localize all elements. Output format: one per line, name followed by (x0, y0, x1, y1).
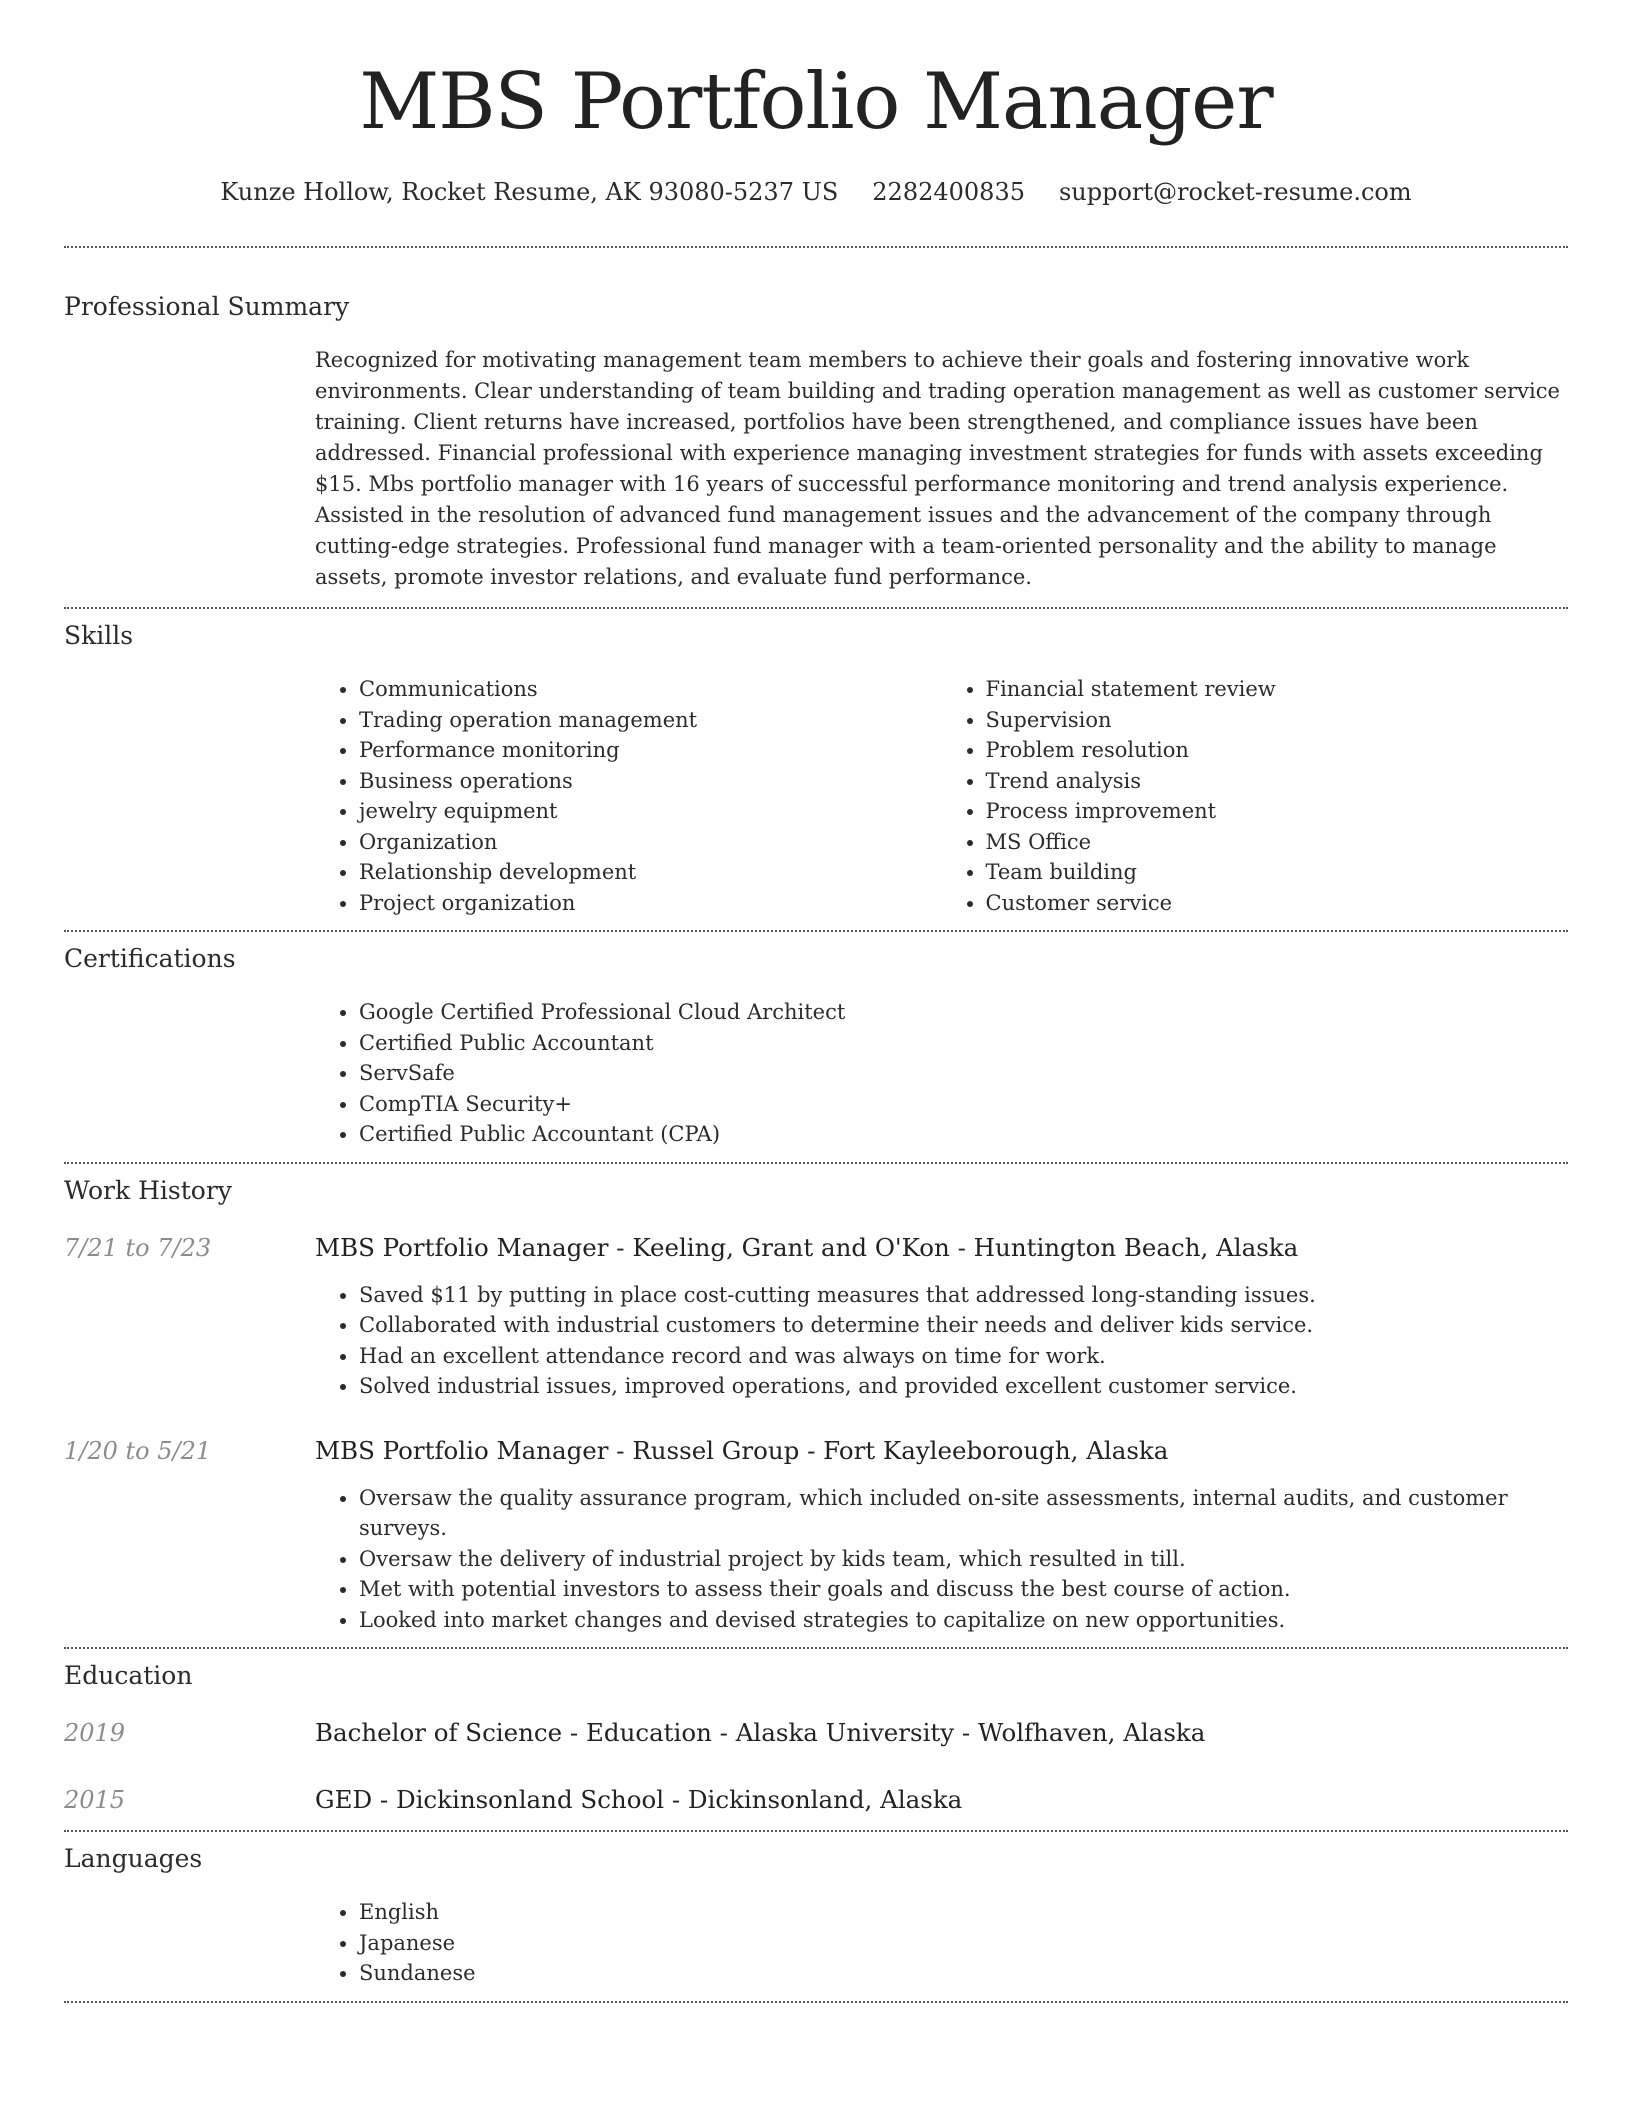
job-bullets (315, 1483, 1568, 1636)
list-item: • Process improvement (986, 796, 1569, 827)
list-item: • Business operations (359, 766, 942, 797)
job-dates: 7/21 to 7/23 (64, 1233, 212, 1262)
list-item: • Looked into market changes and devised strategies to capitalize on new opportunities. (359, 1605, 1568, 1636)
languages-list (315, 1897, 1568, 1989)
section-title: Skills (64, 621, 134, 650)
section-professional-summary (64, 248, 1568, 607)
section-title: Professional Summary (64, 292, 350, 321)
list-item: • Certified Public Accountant (359, 1028, 1568, 1059)
section-divider (64, 2001, 1568, 2003)
job-bullets (315, 1280, 1568, 1402)
list-item: • jewelry equipment (359, 796, 942, 827)
section-skills (64, 609, 1568, 930)
education-entry (64, 1785, 1568, 1814)
list-item: • English (359, 1897, 1568, 1928)
education-year: 2015 (64, 1786, 126, 1814)
resume-header (64, 0, 1568, 206)
list-item: • Team building (986, 857, 1569, 888)
list-item: • Communications (359, 674, 942, 705)
section-languages (64, 1832, 1568, 2001)
list-item: • Collaborated with industrial customers to determine their needs and deliver kids service. (359, 1310, 1568, 1341)
job-title: MBS Portfolio Manager - Russel Group - Fort Kayleeborough, Alaska (315, 1435, 1169, 1465)
list-item: • ServSafe (359, 1058, 1568, 1089)
list-item: • Oversaw the quality assurance program, which included on-site assessments, internal audits, and customer surveys. (359, 1483, 1568, 1544)
list-item: • Performance monitoring (359, 735, 942, 766)
list-item: • Problem resolution (986, 735, 1569, 766)
list-item: • Trend analysis (986, 766, 1569, 797)
list-item: • Japanese (359, 1928, 1568, 1959)
section-education (64, 1649, 1568, 1814)
job-dates: 1/20 to 5/21 (64, 1436, 212, 1465)
list-item: • Had an excellent attendance record and was always on time for work. (359, 1341, 1568, 1372)
education-year: 2019 (64, 1719, 126, 1747)
job-title: MBS Portfolio Manager - Keeling, Grant and O'Kon - Huntington Beach, Alaska (315, 1232, 1299, 1262)
section-title: Languages (64, 1844, 203, 1873)
address: Kunze Hollow, Rocket Resume, AK 93080-5237 US (220, 178, 839, 206)
list-item: • Customer service (986, 888, 1569, 919)
list-item: • Supervision (986, 705, 1569, 736)
list-item: • Financial statement review (986, 674, 1569, 705)
list-item: • Sundanese (359, 1958, 1568, 1989)
list-item: • Saved $11 by putting in place cost-cutting measures that addressed long-standing issues. (359, 1280, 1568, 1311)
list-item: • MS Office (986, 827, 1569, 858)
education-title: Bachelor of Science - Education - Alaska University - Wolfhaven, Alaska (315, 1718, 1206, 1747)
list-item: • CompTIA Security+ (359, 1089, 1568, 1120)
education-entry (64, 1718, 1568, 1747)
job-entry (64, 1233, 1568, 1402)
candidate-name: MBS Portfolio Manager (359, 57, 1273, 147)
list-item: • Trading operation management (359, 705, 942, 736)
section-work-history (64, 1164, 1568, 1636)
list-item: • Organization (359, 827, 942, 858)
contact-line (64, 178, 1568, 206)
education-title: GED - Dickinsonland School - Dickinsonland, Alaska (315, 1785, 963, 1814)
section-title: Certifications (64, 944, 236, 973)
email: support@rocket-resume.com (1058, 178, 1412, 206)
list-item: • Relationship development (359, 857, 942, 888)
list-item: • Certified Public Accountant (CPA) (359, 1119, 1568, 1150)
section-certifications (64, 932, 1568, 1162)
list-item: • Met with potential investors to assess their goals and discuss the best course of action. (359, 1574, 1568, 1605)
certifications-list (315, 997, 1568, 1150)
skills-list-left (315, 674, 942, 918)
section-title: Education (64, 1661, 193, 1690)
skills-list-right (942, 674, 1569, 918)
section-title: Work History (64, 1175, 232, 1205)
job-entry (64, 1436, 1568, 1636)
list-item: • Oversaw the delivery of industrial project by kids team, which resulted in till. (359, 1544, 1568, 1575)
list-item: • Project organization (359, 888, 942, 919)
phone: 2282400835 (872, 178, 1025, 206)
list-item: • Solved industrial issues, improved operations, and provided excellent customer service. (359, 1371, 1568, 1402)
summary-text: Recognized for motivating management team members to achieve their goals and fostering innovative work environments. Clear understanding of team building and trading operation management as well as customer service training. Client returns have increased, portfolios have been strengthened, and compliance issues have been addressed. Financial professional with experience managing investment strategies for funds with assets exceeding $15. Mbs portfolio manager with 16 years of successful performance monitoring and trend analysis experience. Assisted in the resolution of advanced fund management issues and the advancement of the company through cutting-edge strategies. Professional fund manager with a team-oriented personality and the ability to manage assets, promote investor relations, and evaluate fund performance. (315, 348, 1560, 589)
list-item: • Google Certified Professional Cloud Architect (359, 997, 1568, 1028)
